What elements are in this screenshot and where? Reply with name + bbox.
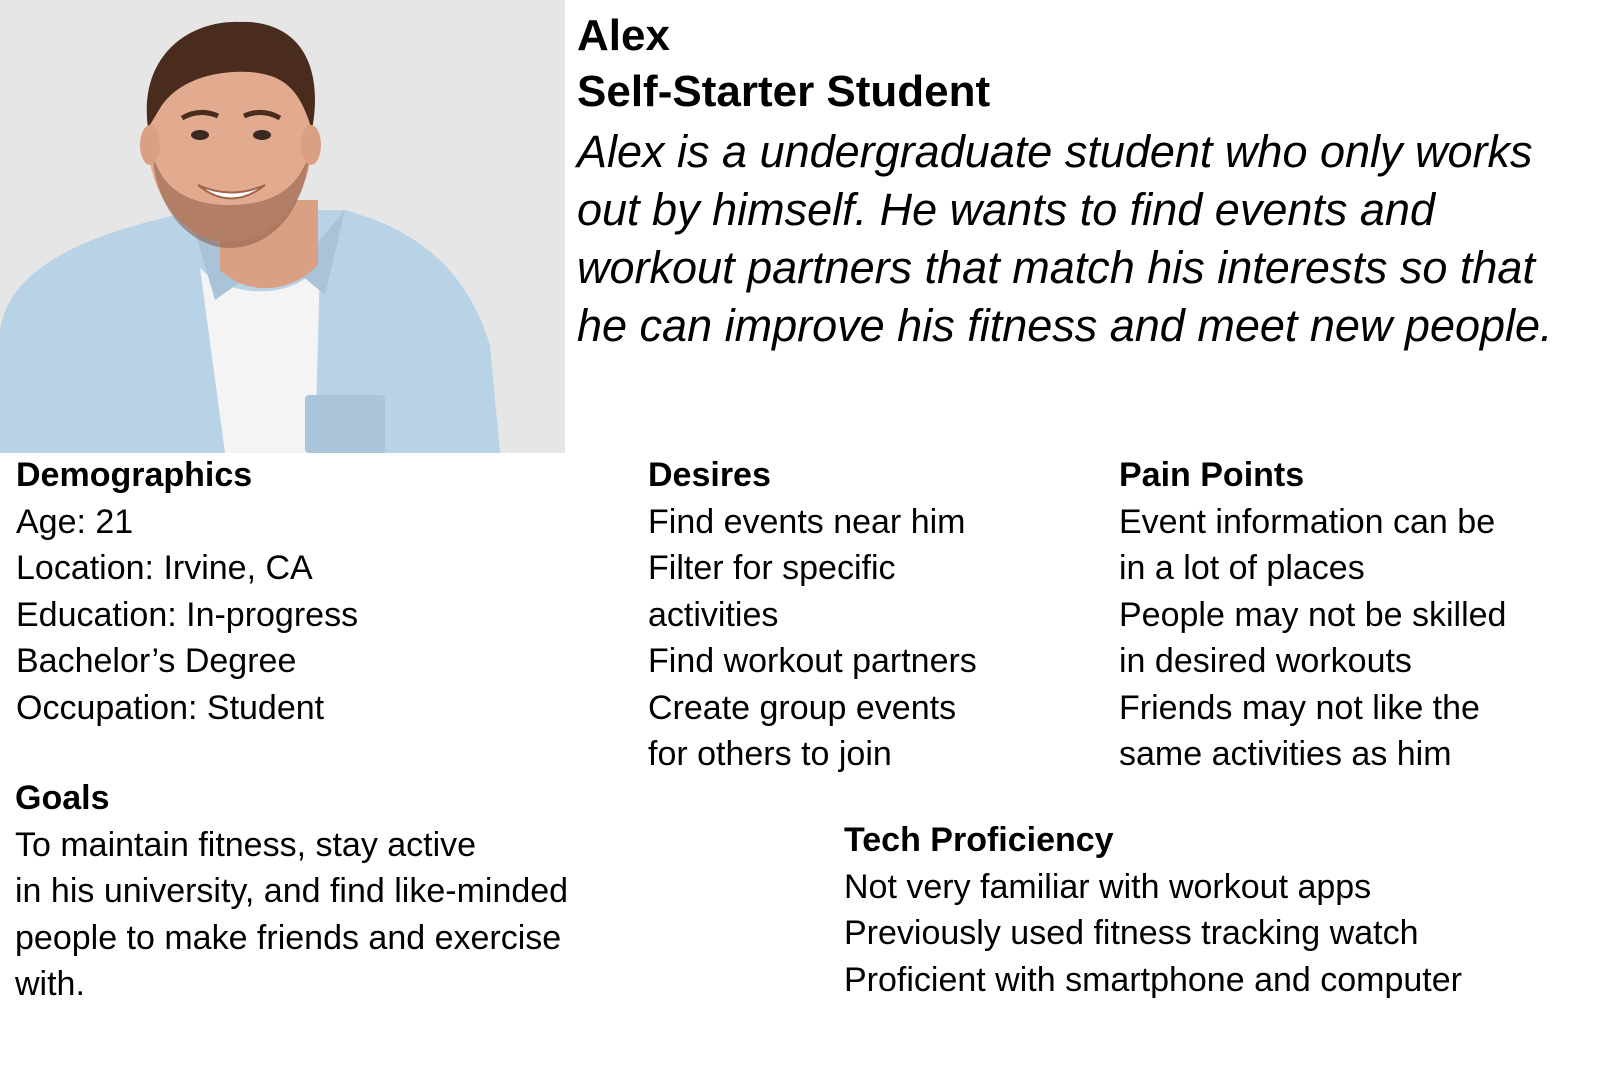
persona-portrait-illustration: [0, 0, 565, 453]
persona-role: Self-Starter Student: [577, 67, 991, 116]
pain-points-line: Event information can be: [1119, 502, 1496, 541]
desires-line: Filter for specific: [648, 549, 896, 587]
demographics-line: Occupation: Student: [16, 688, 325, 727]
demographics-line: Age: 21: [16, 502, 134, 541]
goals-line: in his university, and find like-minded: [15, 872, 569, 910]
pain-points-heading: Pain Points: [1119, 456, 1305, 494]
demographics-line: Location: Irvine, CA: [16, 549, 313, 587]
desires-line: activities: [648, 595, 779, 634]
eye-right: [253, 130, 271, 140]
persona-bio: Alex is a undergraduate student who only works out by himself. He wants to find events and workout partners that match his interests so that he can improve his fitness and meet new people.: [577, 126, 1553, 351]
goals-heading: Goals: [15, 779, 110, 817]
pain-points-line: People may not be skilled: [1119, 595, 1507, 634]
ear-left: [140, 125, 160, 165]
demographics-line: Education: In-progress: [16, 595, 359, 634]
desires-line: Create group events: [648, 688, 957, 727]
goals-line: with.: [15, 965, 85, 1003]
goals-section: [15, 775, 568, 1008]
desires-line: for others to join: [648, 735, 892, 773]
goals-line: To maintain fitness, stay active: [15, 825, 477, 864]
persona-photo: [0, 0, 565, 453]
pain-points-line: Friends may not like the: [1119, 688, 1480, 727]
tech-proficiency-line: Proficient with smartphone and computer: [844, 960, 1462, 999]
shirt-pocket: [305, 395, 385, 453]
tech-proficiency-heading: Tech Proficiency: [844, 821, 1114, 859]
tech-proficiency-section: [844, 817, 1462, 1003]
pain-points-section: [1119, 452, 1506, 778]
goals-line: people to make friends and exercise: [15, 918, 562, 957]
desires-line: Find workout partners: [648, 642, 977, 680]
persona-header: [577, 8, 1577, 355]
desires-line: Find events near him: [648, 502, 966, 541]
demographics-heading: Demographics: [16, 456, 253, 494]
ear-right: [301, 125, 321, 165]
persona-name: Alex: [577, 11, 670, 60]
pain-points-line: same activities as him: [1119, 735, 1452, 773]
eye-left: [191, 130, 209, 140]
desires-heading: Desires: [648, 456, 771, 494]
tech-proficiency-line: Previously used fitness tracking watch: [844, 914, 1419, 952]
pain-points-line: in desired workouts: [1119, 642, 1412, 680]
pain-points-line: in a lot of places: [1119, 549, 1365, 587]
demographics-line: Bachelor’s Degree: [16, 642, 297, 680]
demographics-section: [16, 452, 358, 731]
desires-section: [648, 452, 977, 778]
tech-proficiency-line: Not very familiar with workout apps: [844, 867, 1372, 906]
